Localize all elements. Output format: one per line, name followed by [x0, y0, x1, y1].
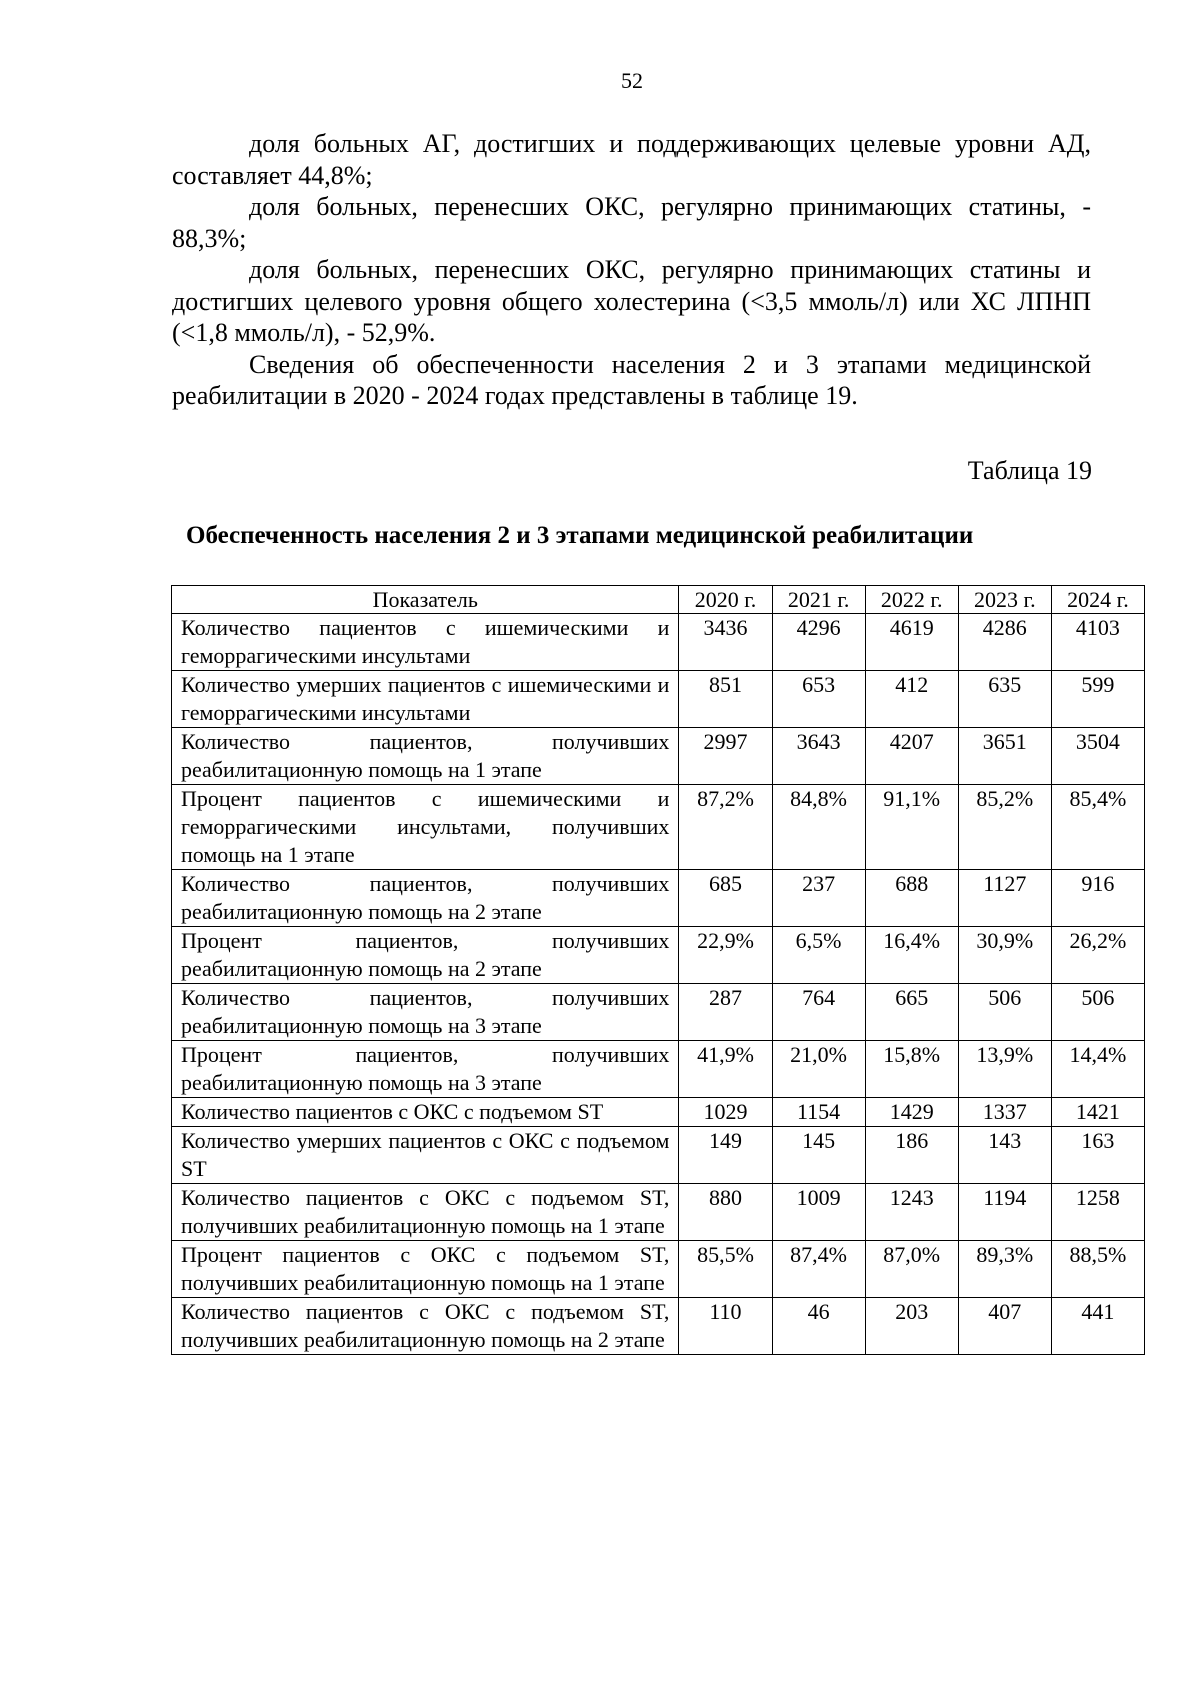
cell-value: 1194 [958, 1184, 1051, 1241]
cell-value: 4619 [865, 614, 958, 671]
cell-value: 653 [772, 671, 865, 728]
cell-value: 110 [679, 1298, 772, 1355]
row-label: Количество умерших пациентов с ОКС с подъемом ST [172, 1127, 679, 1184]
cell-value: 6,5% [772, 927, 865, 984]
cell-value: 46 [772, 1298, 865, 1355]
row-label: Количество умерших пациентов с ишемическими и геморрагическими инсультами [172, 671, 679, 728]
cell-value: 1154 [772, 1098, 865, 1127]
cell-value: 688 [865, 870, 958, 927]
cell-value: 3643 [772, 728, 865, 785]
cell-value: 4103 [1051, 614, 1144, 671]
table-row [172, 927, 1145, 984]
cell-value: 1421 [1051, 1098, 1144, 1127]
column-header-2024: 2024 г. [1051, 586, 1144, 614]
cell-value: 599 [1051, 671, 1144, 728]
cell-value: 1429 [865, 1098, 958, 1127]
cell-value: 4296 [772, 614, 865, 671]
cell-value: 85,5% [679, 1241, 772, 1298]
cell-value: 635 [958, 671, 1051, 728]
cell-value: 880 [679, 1184, 772, 1241]
cell-value: 764 [772, 984, 865, 1041]
cell-value: 506 [1051, 984, 1144, 1041]
cell-value: 1258 [1051, 1184, 1144, 1241]
paragraph: доля больных, перенесших ОКС, регулярно принимающих статины и достигших целевого уровня общего холестерина (<3,5 ммоль/л) или ХС ЛПНП (<1,8 ммоль/л), - 52,9%. [172, 255, 1091, 347]
table-row [172, 1041, 1145, 1098]
cell-value: 407 [958, 1298, 1051, 1355]
cell-value: 287 [679, 984, 772, 1041]
row-label: Количество пациентов, получивших реабилитационную помощь на 3 этапе [172, 984, 679, 1041]
row-label: Процент пациентов, получивших реабилитационную помощь на 2 этапе [172, 927, 679, 984]
cell-value: 237 [772, 870, 865, 927]
cell-value: 22,9% [679, 927, 772, 984]
cell-value: 143 [958, 1127, 1051, 1184]
table-row [172, 1184, 1145, 1241]
cell-value: 4207 [865, 728, 958, 785]
paragraph: доля больных, перенесших ОКС, регулярно принимающих статины, - 88,3%; [172, 192, 1091, 253]
cell-value: 84,8% [772, 785, 865, 870]
cell-value: 30,9% [958, 927, 1051, 984]
cell-value: 41,9% [679, 1041, 772, 1098]
paragraph: доля больных АГ, достигших и поддерживающих целевые уровни АД, составляет 44,8%; [172, 129, 1091, 190]
cell-value: 16,4% [865, 927, 958, 984]
cell-value: 21,0% [772, 1041, 865, 1098]
cell-value: 3436 [679, 614, 772, 671]
cell-value: 3504 [1051, 728, 1144, 785]
column-header-indicator: Показатель [172, 586, 679, 614]
cell-value: 1029 [679, 1098, 772, 1127]
table-row [172, 614, 1145, 671]
cell-value: 163 [1051, 1127, 1144, 1184]
table-row [172, 1127, 1145, 1184]
cell-value: 87,2% [679, 785, 772, 870]
table-row [172, 1241, 1145, 1298]
table-row [172, 785, 1145, 870]
cell-value: 916 [1051, 870, 1144, 927]
cell-value: 1127 [958, 870, 1051, 927]
column-header-2021: 2021 г. [772, 586, 865, 614]
cell-value: 13,9% [958, 1041, 1051, 1098]
cell-value: 15,8% [865, 1041, 958, 1098]
cell-value: 26,2% [1051, 927, 1144, 984]
cell-value: 1009 [772, 1184, 865, 1241]
page-number: 52 [621, 68, 643, 93]
column-header-2023: 2023 г. [958, 586, 1051, 614]
body-text [172, 128, 1091, 412]
cell-value: 89,3% [958, 1241, 1051, 1298]
cell-value: 4286 [958, 614, 1051, 671]
row-label: Количество пациентов, получивших реабилитационную помощь на 1 этапе [172, 728, 679, 785]
cell-value: 87,0% [865, 1241, 958, 1298]
table-body [172, 614, 1145, 1355]
table-row [172, 984, 1145, 1041]
cell-value: 85,2% [958, 785, 1051, 870]
cell-value: 186 [865, 1127, 958, 1184]
rehabilitation-table [171, 585, 1145, 1355]
row-label: Процент пациентов с ишемическими и геморрагическими инсультами, получивших помощь на 1 этапе [172, 785, 679, 870]
table-row [172, 728, 1145, 785]
row-label: Количество пациентов, получивших реабилитационную помощь на 2 этапе [172, 870, 679, 927]
table-row [172, 870, 1145, 927]
row-label: Количество пациентов с ОКС с подъемом ST [172, 1098, 679, 1127]
paragraph: Сведения об обеспеченности населения 2 и 3 этапами медицинской реабилитации в 2020 - 2024 годах представлены в таблице 19. [172, 349, 1091, 410]
cell-value: 3651 [958, 728, 1051, 785]
row-label: Процент пациентов, получивших реабилитационную помощь на 3 этапе [172, 1041, 679, 1098]
table-row [172, 1098, 1145, 1127]
table-header-row [172, 586, 1145, 614]
cell-value: 14,4% [1051, 1041, 1144, 1098]
row-label: Процент пациентов с ОКС с подъемом ST, получивших реабилитационную помощь на 1 этапе [172, 1241, 679, 1298]
column-header-2020: 2020 г. [679, 586, 772, 614]
cell-value: 203 [865, 1298, 958, 1355]
cell-value: 1243 [865, 1184, 958, 1241]
table-row [172, 671, 1145, 728]
cell-value: 91,1% [865, 785, 958, 870]
row-label: Количество пациентов с ишемическими и геморрагическими инсультами [172, 614, 679, 671]
cell-value: 88,5% [1051, 1241, 1144, 1298]
column-header-2022: 2022 г. [865, 586, 958, 614]
cell-value: 506 [958, 984, 1051, 1041]
cell-value: 2997 [679, 728, 772, 785]
table-title: Обеспеченность населения 2 и 3 этапами медицинской реабилитации [186, 522, 974, 549]
cell-value: 851 [679, 671, 772, 728]
row-label: Количество пациентов с ОКС с подъемом ST, получивших реабилитационную помощь на 2 этапе [172, 1298, 679, 1355]
cell-value: 665 [865, 984, 958, 1041]
cell-value: 87,4% [772, 1241, 865, 1298]
cell-value: 412 [865, 671, 958, 728]
cell-value: 1337 [958, 1098, 1051, 1127]
table-caption: Таблица 19 [967, 456, 1092, 485]
table-row [172, 1298, 1145, 1355]
cell-value: 145 [772, 1127, 865, 1184]
cell-value: 85,4% [1051, 785, 1144, 870]
row-label: Количество пациентов с ОКС с подъемом ST, получивших реабилитационную помощь на 1 этапе [172, 1184, 679, 1241]
cell-value: 149 [679, 1127, 772, 1184]
cell-value: 441 [1051, 1298, 1144, 1355]
cell-value: 685 [679, 870, 772, 927]
